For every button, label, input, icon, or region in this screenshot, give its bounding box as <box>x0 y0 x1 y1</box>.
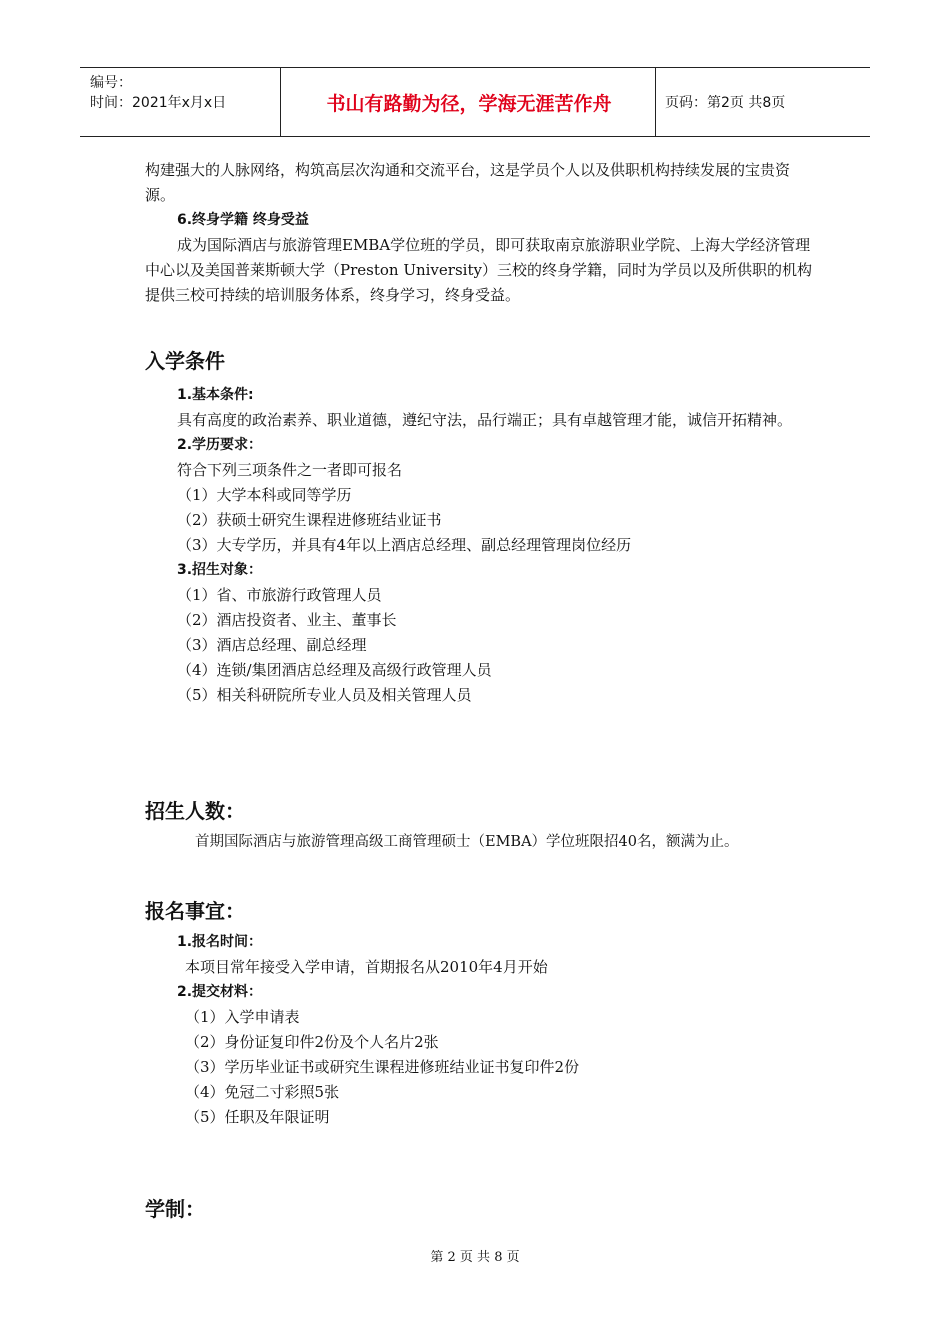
document-body <box>145 158 817 308</box>
admission-section <box>145 383 817 708</box>
list-item: （4）免冠二寸彩照5张 <box>185 1083 340 1101</box>
list-item: （3）学历毕业证书或研究生课程进修班结业证书复印件2份 <box>185 1058 580 1076</box>
header-divider <box>280 68 281 136</box>
header-meta <box>90 73 226 113</box>
list-item: （2）身份证复印件2份及个人名片2张 <box>185 1033 439 1051</box>
registration-section <box>145 930 817 1130</box>
section-title-enrollment: 招生人数： <box>145 799 245 823</box>
section-title-registration: 报名事宜： <box>145 899 245 923</box>
list-item: （2）获硕士研究生课程进修班结业证书 <box>177 511 442 529</box>
intro-paragraph: 构建强大的人脉网络，构筑高层次沟通和交流平台，这是学员个人以及供职机构持续发展的宝贵资源。 <box>145 161 791 204</box>
subsection-heading: 2.提交材料： <box>177 984 263 1000</box>
page-header <box>80 67 870 137</box>
paragraph: 本项目常年接受入学申请，首期报名从2010年4月开始 <box>185 958 548 976</box>
header-divider <box>655 68 656 136</box>
list-item: （1）大学本科或同等学历 <box>177 486 352 504</box>
subsection-heading: 2.学历要求： <box>177 437 263 453</box>
subsection-heading: 1.报名时间： <box>177 934 263 950</box>
section-title-admission: 入学条件 <box>145 349 225 373</box>
enrollment-section <box>145 830 825 855</box>
list-item: （3）大专学历，并具有4年以上酒店总经理、副总经理管理岗位经历 <box>177 536 632 554</box>
paragraph: 首期国际酒店与旅游管理高级工商管理硕士（EMBA）学位班限招40名，额满为止。 <box>195 834 739 850</box>
header-page-info: 页码：第2页 共8页 <box>665 95 786 111</box>
number-label: 编号： <box>90 75 132 91</box>
list-item: （2）酒店投资者、业主、董事长 <box>177 611 397 629</box>
list-item: （1）省、市旅游行政管理人员 <box>177 586 382 604</box>
list-item: （3）酒店总经理、副总经理 <box>177 636 367 654</box>
section-title-schooling: 学制： <box>145 1197 205 1221</box>
paragraph: 具有高度的政治素养、职业道德，遵纪守法，品行端正；具有卓越管理才能，诚信开拓精神。 <box>177 411 793 429</box>
list-item: （4）连锁/集团酒店总经理及高级行政管理人员 <box>177 661 492 679</box>
list-item: （5）任职及年限证明 <box>185 1108 330 1126</box>
list-item: （5）相关科研院所专业人员及相关管理人员 <box>177 686 472 704</box>
intro-paragraph: 成为国际酒店与旅游管理EMBA学位班的学员，即可获取南京旅游职业学院、上海大学经济管理中心以及美国普莱斯顿大学（Preston University）三校的终身学籍，同时为学员以及所供职的机构提供三校可持续的培训服务体系，终身学习，终身受益。 <box>145 236 812 304</box>
header-motto: 书山有路勤为径，学海无涯苦作舟 <box>326 92 612 115</box>
page-footer: 第 2 页 共 8 页 <box>430 1250 520 1265</box>
list-item: （1）入学申请表 <box>185 1008 300 1026</box>
time-label: 时间：2021年x月x日 <box>90 95 227 111</box>
paragraph: 符合下列三项条件之一者即可报名 <box>177 461 403 479</box>
subsection-heading: 1.基本条件: <box>177 387 254 403</box>
subsection-heading: 6.终身学籍 终身受益 <box>177 212 309 228</box>
subsection-heading: 3.招生对象： <box>177 562 263 578</box>
